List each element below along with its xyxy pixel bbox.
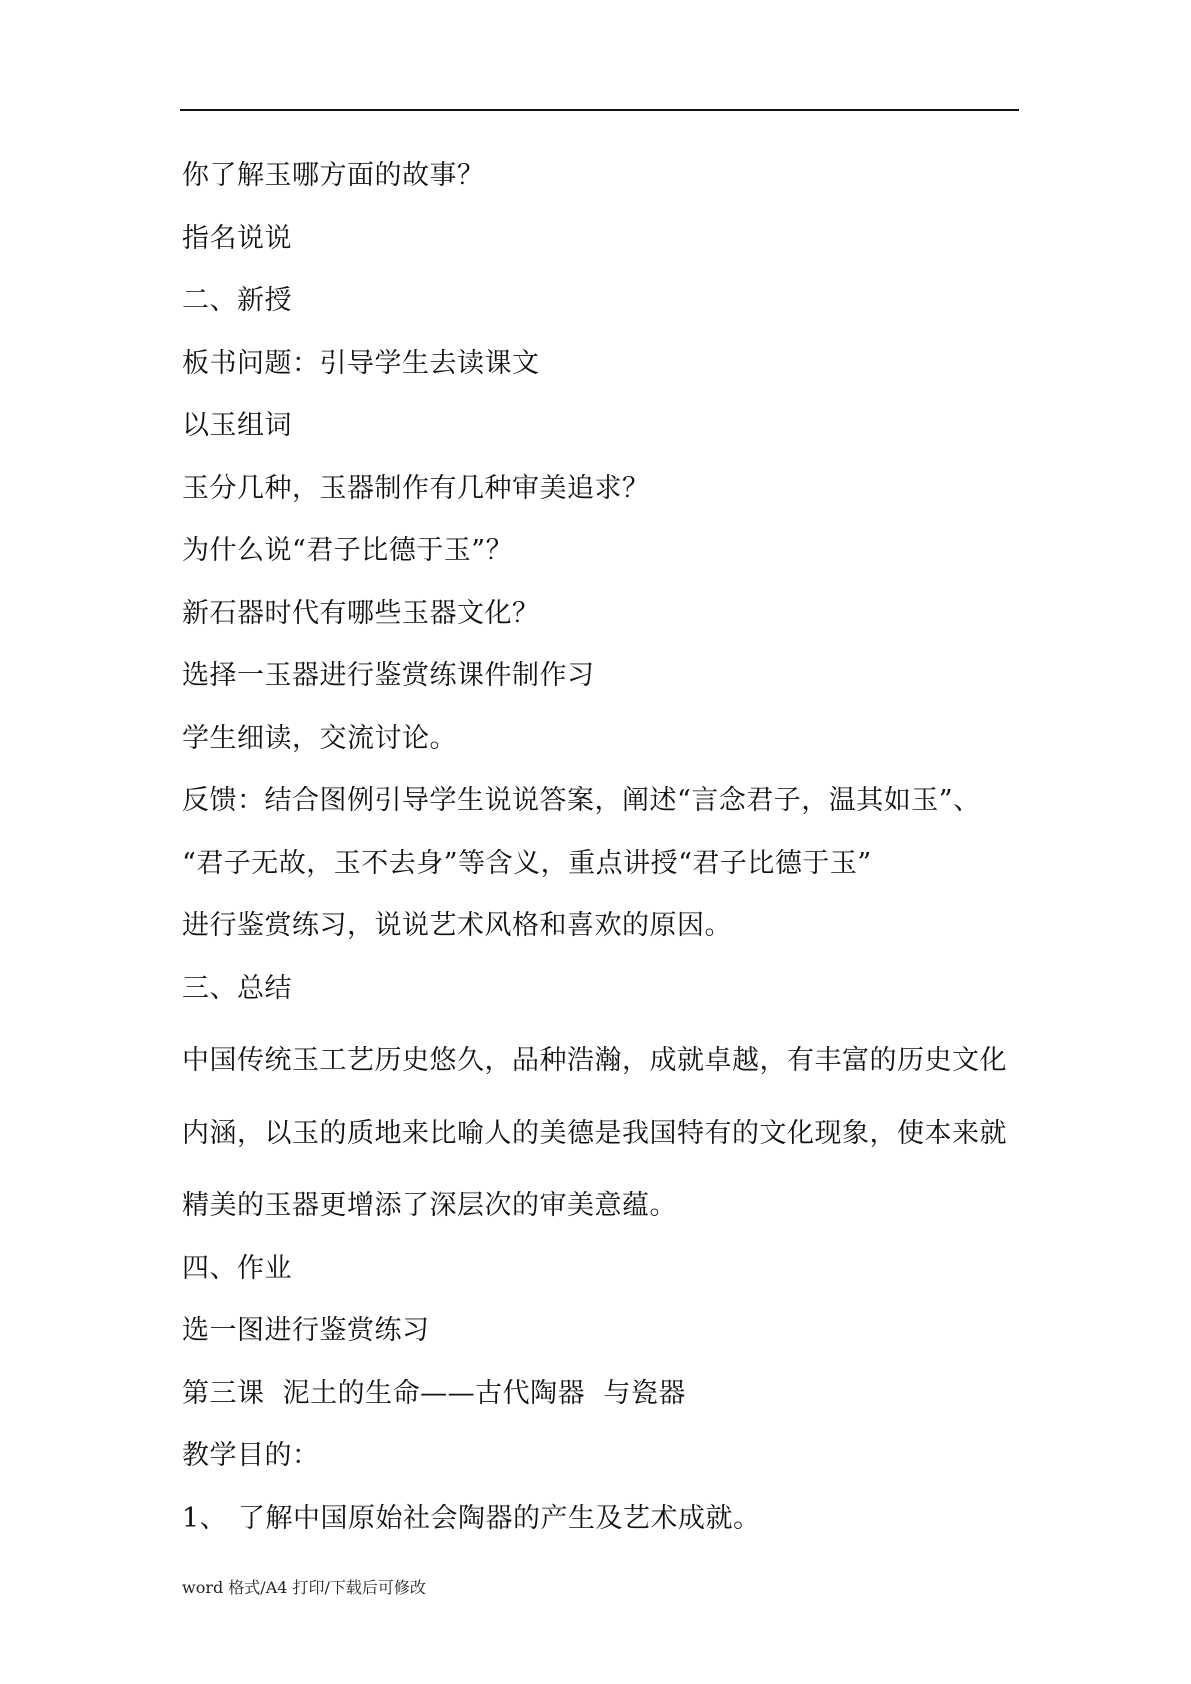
text-line: 精美的玉器更增添了深层次的审美意蕴。 [182, 1190, 677, 1221]
section-heading: 三、总结 [182, 972, 292, 1004]
text-line: 为什么说“君子比德于玉”？ [182, 535, 514, 566]
lesson-title: 第三课 泥土的生命——古代陶器 与瓷器 [182, 1377, 686, 1409]
text-line: 进行鉴赏练习，说说艺术风格和喜欢的原因。 [182, 910, 732, 941]
text-line: 新石器时代有哪些玉器文化？ [182, 597, 540, 629]
text-line: 以玉组词 [182, 410, 292, 441]
header-rule [180, 109, 1019, 111]
list-number: 1、 [182, 1502, 228, 1534]
document-body [182, 145, 1022, 1550]
list-text: 了解中国原始社会陶器的产生及艺术成就。 [238, 1502, 761, 1534]
text-line: 你了解玉哪方面的故事？ [182, 160, 485, 191]
text-line: 内涵，以玉的质地来比喻人的美德是我国特有的文化现象，使本来就 [182, 1117, 1007, 1149]
list-item [182, 1488, 1022, 1551]
text-line: “君子无故，玉不去身”等含义，重点讲授“君子比德于玉” [182, 847, 872, 879]
text-line: 选择一玉器进行鉴赏练课件制作习 [182, 660, 595, 691]
text-line: 学生细读，交流讨论。 [182, 722, 457, 754]
section-heading: 四、作业 [182, 1252, 292, 1284]
section-heading: 二、新授 [182, 285, 292, 316]
text-line: 指名说说 [182, 222, 292, 254]
text-line: 选一图进行鉴赏练习 [182, 1315, 430, 1346]
text-line: 玉分几种，玉器制作有几种审美追求？ [182, 472, 650, 504]
page-footer: word 格式/A4 打印/下载后可修改 [182, 1578, 426, 1597]
text-line: 反馈：结合图例引导学生说说答案，阐述“言念君子，温其如玉”、 [182, 785, 981, 816]
text-line: 板书问题：引导学生去读课文 [182, 347, 540, 379]
text-line: 中国传统玉工艺历史悠久，品种浩瀚，成就卓越，有丰富的历史文化 [182, 1045, 1007, 1076]
text-line: 教学目的： [182, 1440, 320, 1471]
